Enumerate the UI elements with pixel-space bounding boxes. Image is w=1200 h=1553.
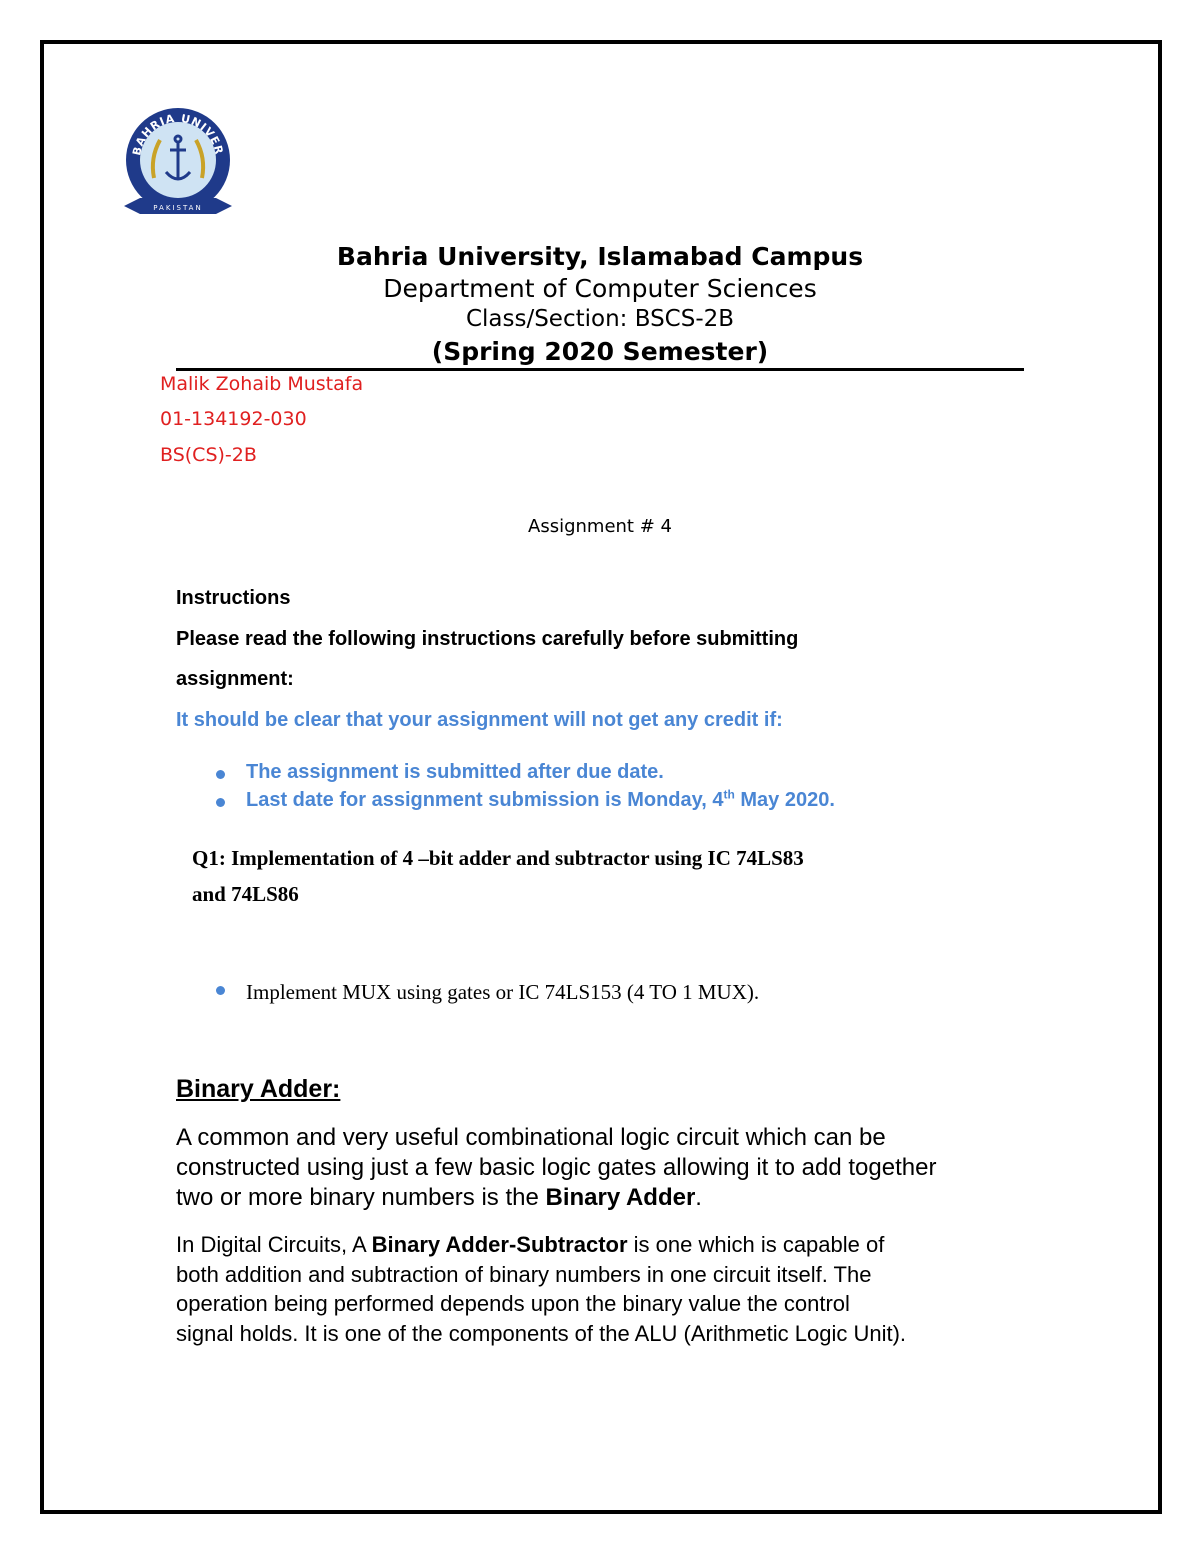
instructions-heading: Instructions xyxy=(176,587,291,609)
binary-adder-heading: Binary Adder: xyxy=(176,1075,341,1103)
student-name: Malik Zohaib Mustafa xyxy=(160,373,364,395)
university-name: Bahria University, Islamabad Campus xyxy=(336,242,864,271)
question-2: Implement MUX using gates or IC 74LS153 (4 TO 1 MUX). xyxy=(246,980,760,1004)
question-1-line-2: and 74LS86 xyxy=(192,882,299,906)
para1-line-3-end: . xyxy=(695,1184,702,1211)
para2-line-1-end: is one which is capable of xyxy=(627,1232,885,1257)
credit-warning: It should be clear that your assignment will not get any credit if: xyxy=(176,709,783,731)
question-1-line-1: Q1: Implementation of 4 –bit adder and subtractor using IC 74LS83 xyxy=(192,846,804,870)
para1-line-1: A common and very useful combinational logic circuit which can be xyxy=(176,1124,886,1151)
semester: (Spring 2020 Semester) xyxy=(431,337,769,366)
class-section: Class/Section: BSCS-2B xyxy=(465,306,735,332)
instruction-bullet-2 xyxy=(246,789,835,812)
para2-line-1-bold: Binary Adder-Subtractor xyxy=(371,1232,628,1257)
department-name: Department of Computer Sciences xyxy=(383,274,817,303)
para2-line-4: signal holds. It is one of the components of the ALU (Arithmetic Logic Unit). xyxy=(176,1320,907,1346)
bullet-2-text-after: May 2020. xyxy=(734,789,835,811)
instruction-bullet-1: The assignment is submitted after due date. xyxy=(246,761,664,783)
para1-line-2: constructed using just a few basic logic gates allowing it to add together xyxy=(176,1154,937,1181)
university-logo xyxy=(120,98,235,223)
para1-line-3-bold: Binary Adder xyxy=(545,1184,696,1211)
student-class: BS(CS)-2B xyxy=(160,444,257,466)
bullet-icon xyxy=(216,798,225,807)
student-id: 01-134192-030 xyxy=(160,408,307,430)
logo-banner-text: PAKISTAN xyxy=(153,204,203,212)
bullet-icon xyxy=(216,770,225,779)
bullet-2-sup: th xyxy=(723,787,735,802)
para2-line-3: operation being performed depends upon the binary value the control xyxy=(176,1291,850,1316)
para1-line-3-text: two or more binary numbers is the xyxy=(176,1184,546,1211)
para1-line-3 xyxy=(176,1183,1036,1213)
binary-adder-paragraph-2 xyxy=(176,1230,1036,1348)
bullet-2-text: Last date for assignment submission is Monday, 4 xyxy=(246,789,724,811)
header-divider xyxy=(176,368,1024,371)
para2-line-1-text: In Digital Circuits, A xyxy=(176,1232,372,1257)
assignment-title: Assignment # 4 xyxy=(528,516,672,537)
bullet-icon xyxy=(216,986,225,995)
instructions-line-1: Please read the following instructions carefully before submitting xyxy=(176,628,799,650)
para2-line-1 xyxy=(176,1230,1036,1260)
para2-line-2: both addition and subtraction of binary numbers in one circuit itself. The xyxy=(176,1261,872,1287)
logo-ring-text: BAHRIA UNIVER xyxy=(130,111,226,157)
instructions-line-2: assignment: xyxy=(176,668,294,690)
binary-adder-paragraph-1 xyxy=(176,1123,1036,1213)
